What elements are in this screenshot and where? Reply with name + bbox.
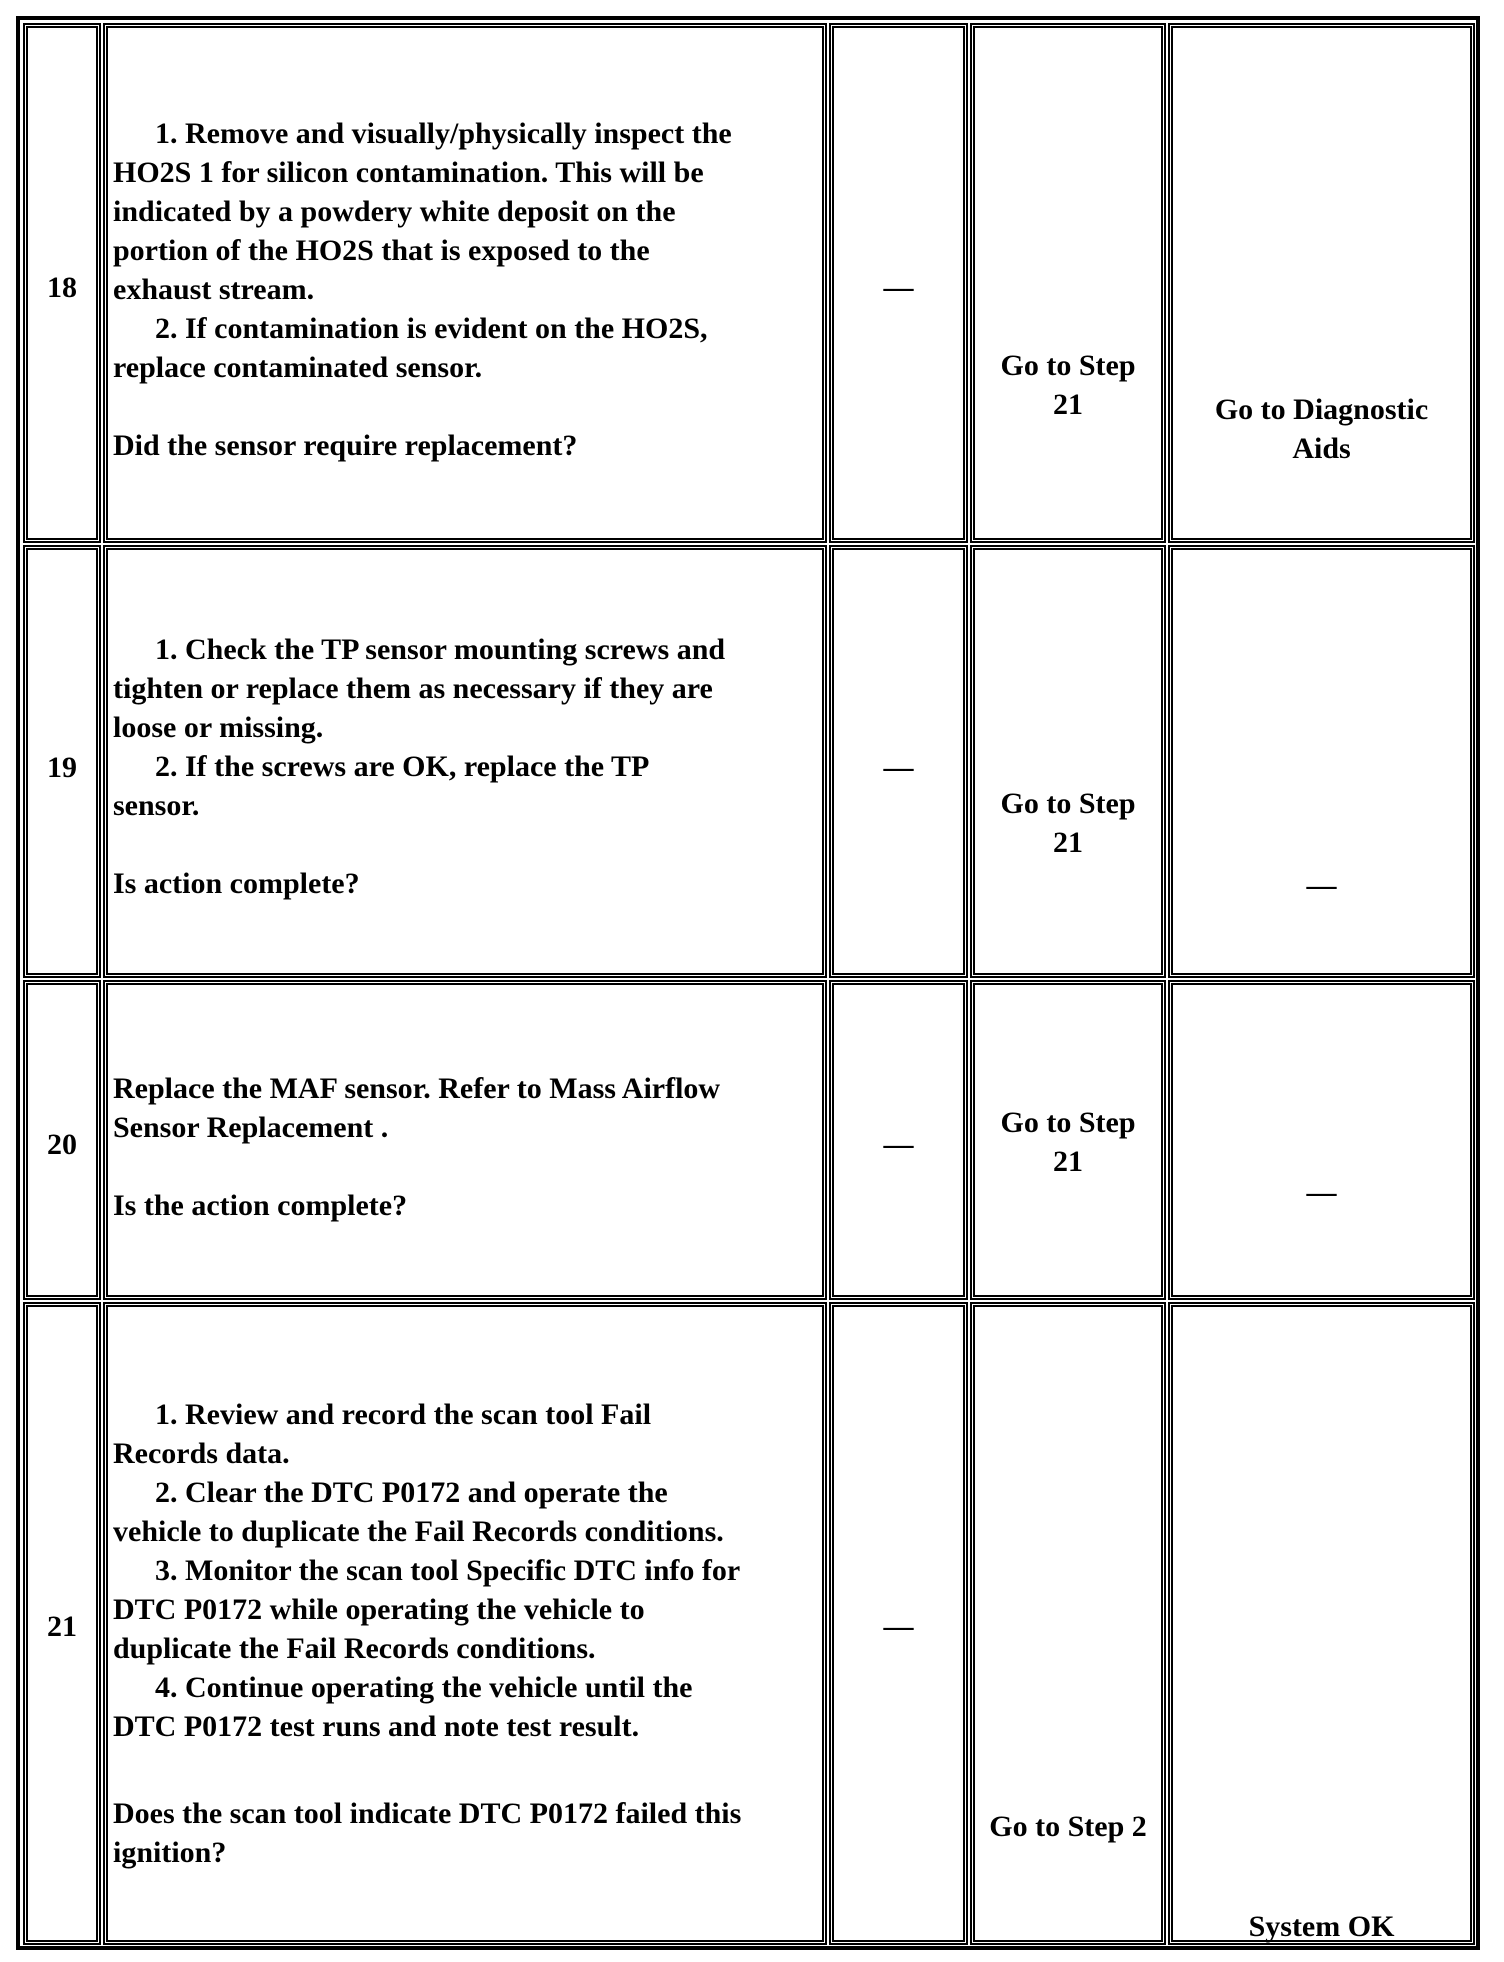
action-line: Replace the MAF sensor. Refer to Mass Airflow	[113, 1072, 721, 1105]
action-line: portion of the HO2S that is exposed to the	[113, 234, 650, 267]
action-question: Is the action complete?	[113, 1189, 408, 1222]
action-cell	[103, 545, 827, 978]
action-line: Sensor Replacement .	[113, 1111, 389, 1144]
no-action: System OK	[1248, 1910, 1395, 1943]
action-cell	[103, 23, 827, 543]
action-line: DTC P0172 test runs and note test result.	[113, 1710, 640, 1743]
action-line: vehicle to duplicate the Fail Records conditions.	[113, 1515, 724, 1548]
action-line: 1. Review and record the scan tool Fail	[155, 1398, 652, 1431]
step-number: 19	[47, 751, 77, 784]
value-text: —	[883, 751, 914, 784]
action-text	[113, 114, 818, 465]
no-action: Go to Diagnostic Aids	[1214, 393, 1429, 465]
action-line: HO2S 1 for silicon contamination. This will be	[113, 156, 704, 189]
step-number: 20	[47, 1128, 77, 1161]
yes-action: Go to Step 2	[989, 1810, 1147, 1843]
yes-cell	[970, 1302, 1166, 1945]
yes-cell	[970, 980, 1166, 1300]
action-line: exhaust stream.	[113, 273, 315, 306]
action-line: tighten or replace them as necessary if they are	[113, 672, 713, 705]
action-line: loose or missing.	[113, 711, 324, 744]
no-cell	[1168, 23, 1475, 543]
no-cell	[1168, 1302, 1475, 1945]
no-cell	[1168, 545, 1475, 978]
action-cell	[103, 1302, 827, 1945]
action-text	[113, 1069, 818, 1225]
value-cell	[829, 980, 968, 1300]
action-line: 2. If contamination is evident on the HO2S,	[155, 312, 708, 345]
yes-action: Go to Step 21	[1000, 1106, 1136, 1178]
yes-action: Go to Step 21	[1000, 787, 1136, 859]
value-cell	[829, 545, 968, 978]
no-action: —	[1306, 869, 1337, 902]
action-line: 1. Check the TP sensor mounting screws and	[155, 633, 726, 666]
step-number-cell	[23, 1302, 101, 1945]
no-cell	[1168, 980, 1475, 1300]
action-line: 3. Monitor the scan tool Specific DTC info for	[155, 1554, 741, 1587]
yes-cell	[970, 23, 1166, 543]
action-line: DTC P0172 while operating the vehicle to	[113, 1593, 645, 1626]
value-cell	[829, 1302, 968, 1945]
action-line: 1. Remove and visually/physically inspect the	[155, 117, 732, 150]
step-number: 21	[47, 1610, 77, 1643]
action-text	[113, 630, 818, 903]
action-question: Did the sensor require replacement?	[113, 429, 578, 462]
action-cell	[103, 980, 827, 1300]
action-line: duplicate the Fail Records conditions.	[113, 1632, 596, 1665]
value-cell	[829, 23, 968, 543]
step-number: 18	[47, 271, 77, 304]
step-number-cell	[23, 980, 101, 1300]
action-question: Does the scan tool indicate DTC P0172 failed this ignition?	[113, 1797, 742, 1869]
action-question: Is action complete?	[113, 867, 360, 900]
yes-action: Go to Step 21	[1000, 349, 1136, 421]
action-line: Records data.	[113, 1437, 290, 1470]
value-text: —	[883, 1128, 914, 1161]
action-text	[113, 1395, 818, 1872]
action-line: 2. Clear the DTC P0172 and operate the	[155, 1476, 668, 1509]
step-number-cell	[23, 23, 101, 543]
action-line: indicated by a powdery white deposit on the	[113, 195, 676, 228]
action-line: sensor.	[113, 789, 200, 822]
yes-cell	[970, 545, 1166, 978]
action-line: replace contaminated sensor.	[113, 351, 483, 384]
value-text: —	[883, 1610, 914, 1643]
step-number-cell	[23, 545, 101, 978]
value-text: —	[883, 271, 914, 304]
action-line: 4. Continue operating the vehicle until the	[155, 1671, 693, 1704]
action-line: 2. If the screws are OK, replace the TP	[155, 750, 650, 783]
no-action: —	[1306, 1176, 1337, 1209]
